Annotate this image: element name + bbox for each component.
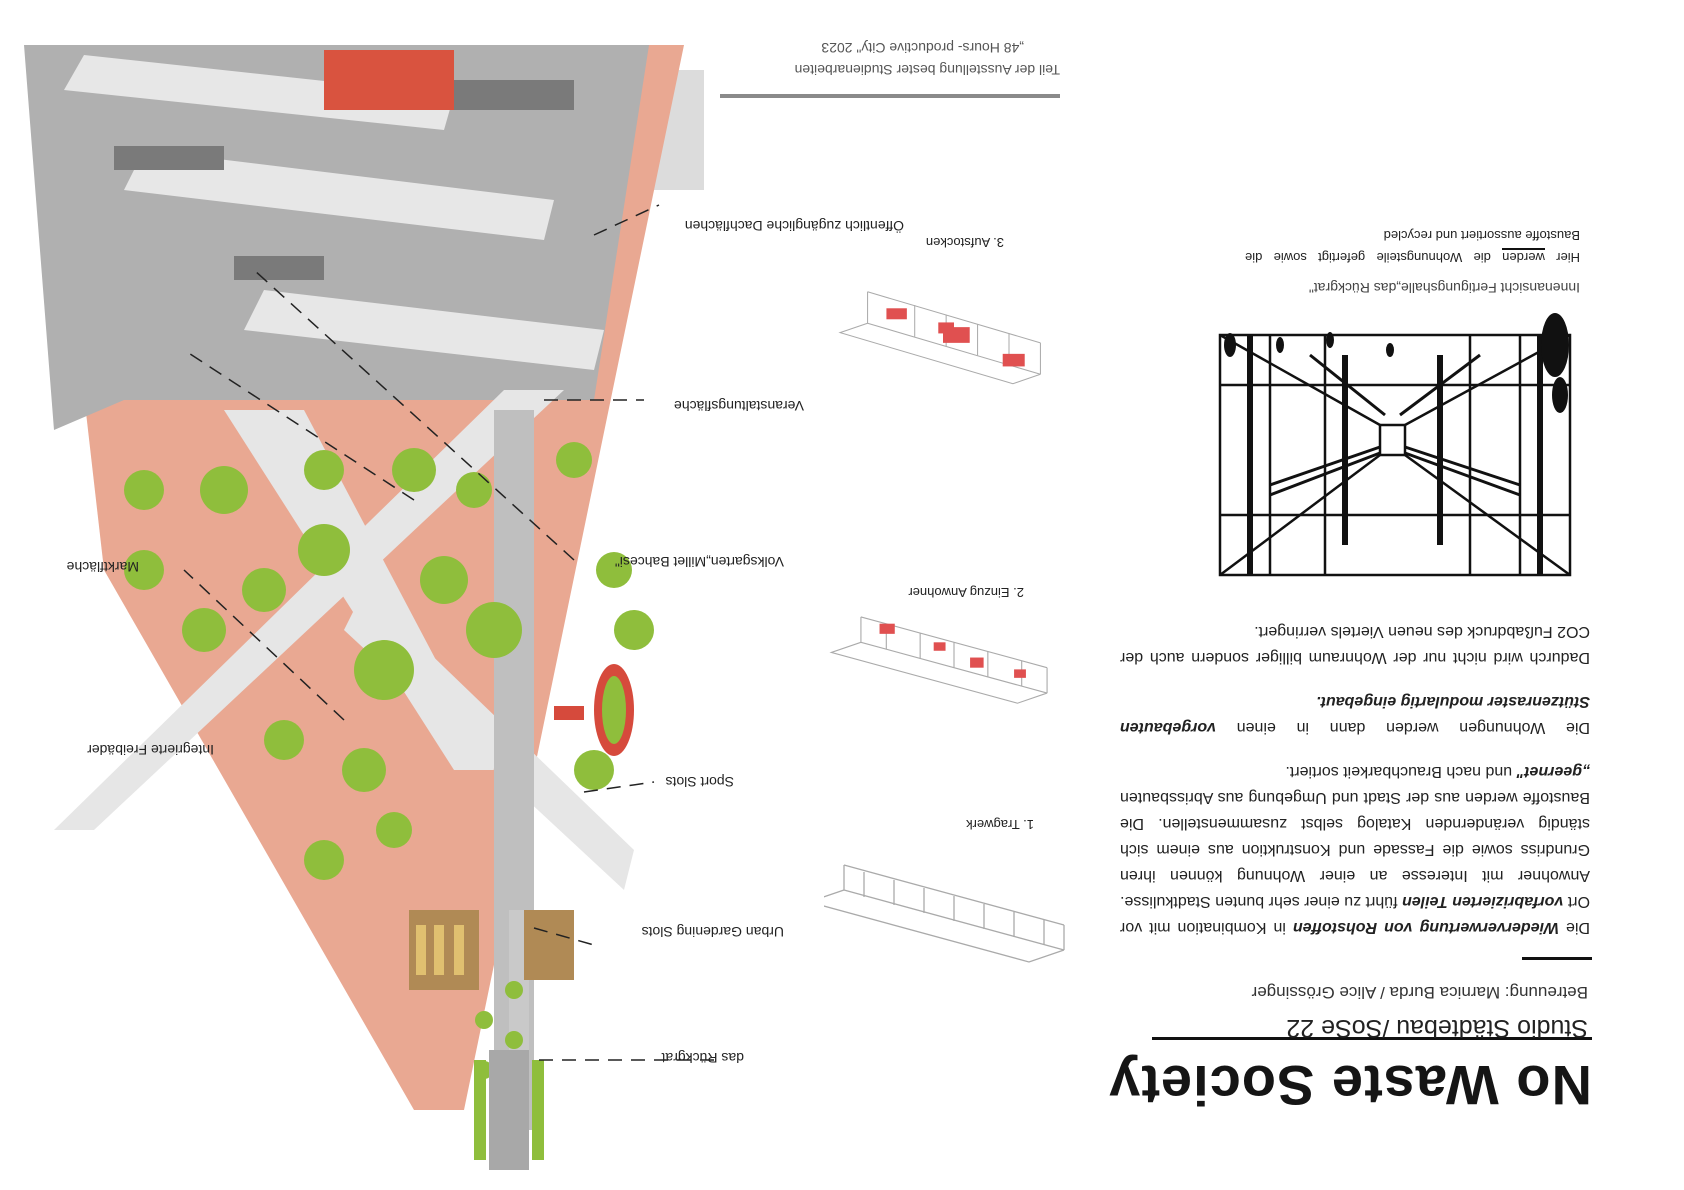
exhibition-rule	[720, 94, 1060, 98]
text-rule	[1522, 957, 1592, 960]
poster-title: No Waste Society	[1108, 1054, 1592, 1117]
step-1-caption: 1. Tragwerk	[966, 817, 1034, 832]
label-pools: Integrierte Freibäder	[87, 742, 214, 758]
label-market: Marktfläche	[66, 559, 139, 575]
step-2-diagram	[824, 600, 1084, 710]
paragraph-1: Die Wiederverwertung von Rohstoffen in Kombination mit vor Ort vorfabrizierten Teilen führt zu einer sehr bunten Stadtkulisse. Anwohner mit Interesse an einer Wohnung können ihren Grundriss sowie die Fassade und Konstruktion aus einem sich ständig verändernden Katalog selbst zusammenstellen. Die Baustoffe werden aus der Stadt und Umgebung aus Abrissbauten „geernet" und nach Brauchbarkeit sortiert.	[1119, 763, 1590, 936]
paragraph-2: Die Wohnungen werden dann in einen vorgebauten Stützenraster modulartig eingebaut.	[1120, 693, 1590, 736]
hall-description: Hier werden die Wohnungsteile gefertigt sowie die Baustoffe aussortiert und recycled	[1244, 228, 1580, 265]
roof-sport-court	[324, 50, 454, 110]
label-spine: das Rückgrat	[661, 1050, 744, 1066]
step-2-caption: 2. Einzug Anwohner	[908, 585, 1024, 600]
hall-perspective-sketch	[1210, 305, 1580, 585]
step-3-caption: 3. Aufstocken	[925, 235, 1004, 250]
studio-line: Studio Städtebau /SoSe 22	[1286, 1014, 1588, 1042]
label-event-area: Veranstaltungsfläche	[674, 398, 804, 414]
hall-caption: Innenansicht Fertigungshalle„das Rückgrat"	[1308, 280, 1580, 296]
label-volksgarten: Volksgarten„Millet Bahcesi"	[614, 554, 784, 570]
step-3-diagram	[824, 280, 1084, 390]
exhibition-line-2: „48 Hours- productive City" 2023	[821, 40, 1024, 56]
running-track	[594, 664, 634, 756]
exhibition-line-1: Teil der Ausstellung bester Studienarbeiten	[794, 62, 1060, 78]
advisor-line: Betreuung: Marnica Burda / Alice Grössinger	[1251, 983, 1588, 1002]
step-1-diagram	[824, 860, 1084, 970]
label-sport-slots: Sport Slots	[665, 774, 734, 790]
label-rooftops: Öffentlich zugängliche Dachflächen	[684, 218, 904, 234]
label-urban-gardening: Urban Gardening Slots	[641, 924, 784, 940]
description-text	[1120, 618, 1590, 940]
paragraph-3: Dadurch wird nicht nur der Wohnraum billiger sondern auch der CO2 Fußabdruck des neuen Viertels verringert.	[1120, 623, 1590, 666]
site-plan	[0, 0, 744, 1190]
